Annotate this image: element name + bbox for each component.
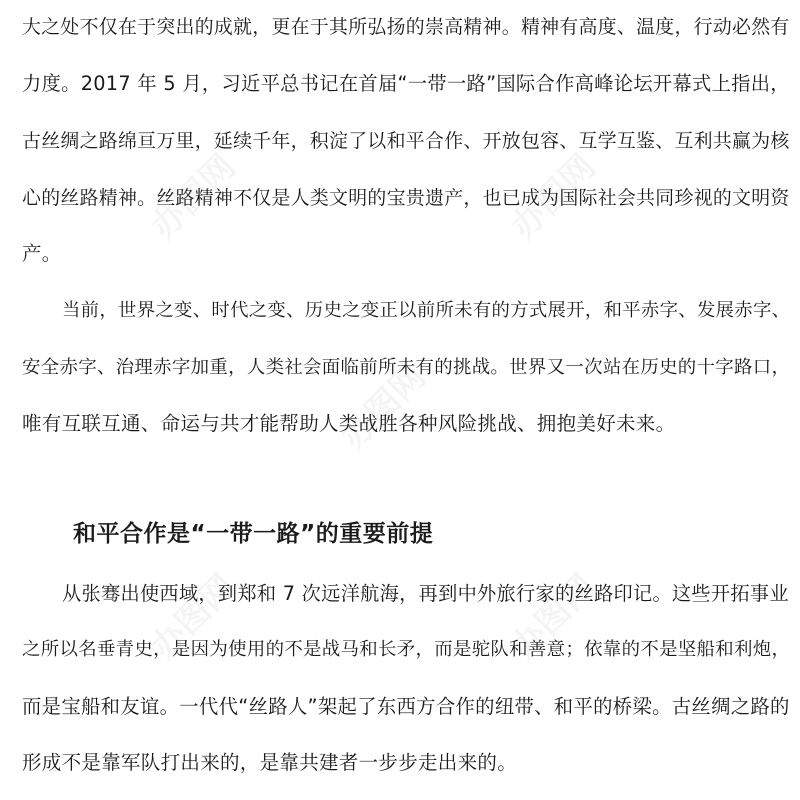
text-line: 安全赤字、治理赤字加重，人类社会面临前所未有的挑战。世界又一次站在历史的十字路口， [22, 357, 791, 378]
text-line: 唯有互联互通、命运与共才能帮助人类战胜各种风险挑战、拥抱美好未来。 [22, 412, 676, 435]
text-line: 大之处不仅在于突出的成就，更在于其所弘扬的崇高精神。精神有高度、温度，行动必然有 [22, 16, 790, 38]
text-line: 从张骞出使西域，到郑和 7 次远洋航海，再到中外旅行家的丝路印记。这些开拓事业 [62, 582, 789, 605]
text-line: 而是宝船和友谊。一代代“丝路人”架起了东西方合作的纽带、和平的桥梁。古丝绸之路的 [22, 695, 790, 718]
text-line: 当前，世界之变、时代之变、历史之变正以前所未有的方式展开，和平赤字、发展赤字、 [62, 300, 791, 321]
section-heading: 和平合作是“一带一路”的重要前提 [73, 521, 434, 547]
text-line: 心的丝路精神。丝路精神不仅是人类文明的宝贵遗产，也已成为国际社会共同珍视的文明资 [22, 187, 790, 209]
text-line: 产。 [22, 242, 62, 265]
text-line: 之所以名垂青史，是因为使用的不是战马和长矛，而是驼队和善意；依靠的不是坚船和利炮， [22, 639, 791, 660]
text-line: 形成不是靠军队打出来的，是靠共建者一步步走出来的。 [22, 751, 518, 774]
text-line: 古丝绸之路绵亘万里，延续千年，积淀了以和平合作、开放包容、互学互鉴、互利共赢为核 [22, 130, 790, 152]
text-line: 力度。2017 年 5 月，习近平总书记在首届“一带一路”国际合作高峰论坛开幕式上指出， [22, 72, 790, 95]
